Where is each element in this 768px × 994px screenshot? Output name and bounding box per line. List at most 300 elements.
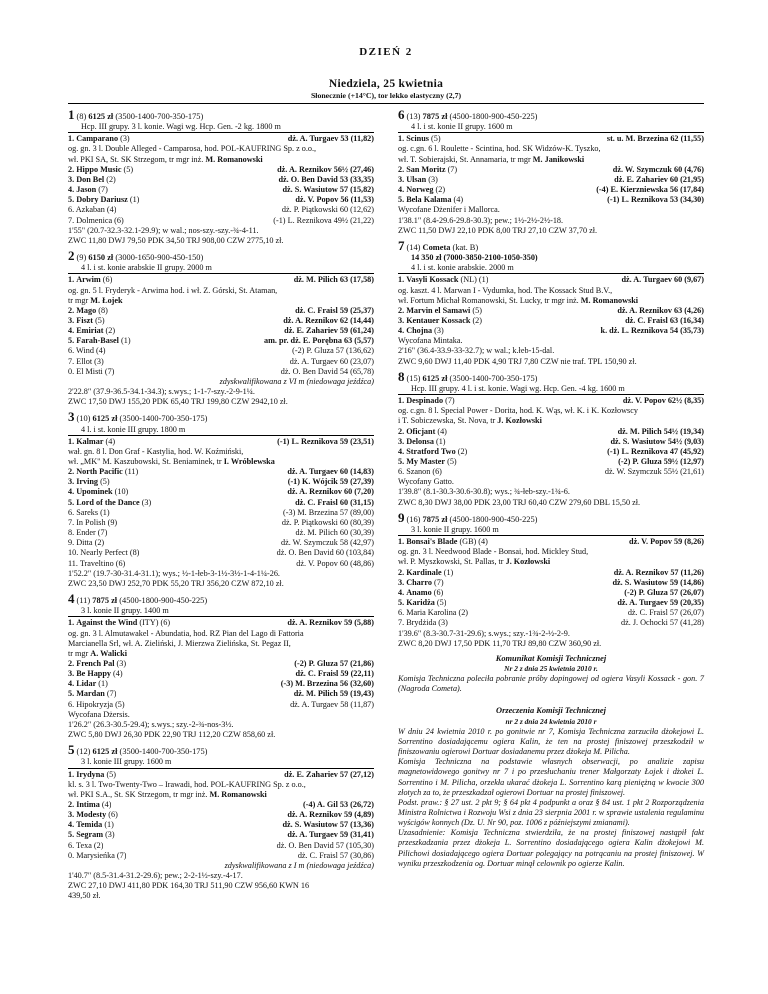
detail-text: ZWC 17,50 DWJ 155,20 PDK 65,40 TRJ 199,80 CZW 2942,10 zł.	[68, 397, 288, 407]
horse-name: Hipokryzja	[76, 699, 114, 709]
post-position: (7)	[104, 366, 115, 376]
placing-row	[398, 568, 704, 578]
race-detail	[68, 871, 374, 881]
post-position: (3)	[141, 497, 152, 507]
horse-info	[68, 134, 130, 144]
race-detail	[68, 457, 374, 467]
post-position: (NL) (1)	[460, 275, 489, 285]
detail-text: wł. T. Sobierajski, St. Annamaria, tr mgr	[398, 154, 533, 164]
jockey-info: dż. C. Fraisl 57 (26,07)	[627, 608, 704, 618]
placing-row	[398, 608, 704, 618]
jockey-info: (-1) L. Reznikova 59 (23,51)	[277, 436, 374, 446]
rulings-body	[398, 727, 704, 869]
race-prize-split: (kat. B)	[452, 242, 479, 252]
placing-row	[68, 216, 374, 226]
placing-row	[68, 195, 374, 205]
header-divider	[68, 103, 704, 104]
race-block	[398, 509, 704, 649]
placing-position: 6.	[68, 507, 75, 517]
placing-row	[68, 346, 374, 356]
race-detail	[68, 226, 374, 236]
horse-name: My Master	[406, 457, 446, 466]
jockey-info: am. pr. dż. E. Porębna 63 (5,57)	[264, 336, 374, 346]
race-detail	[68, 881, 374, 891]
race-header	[68, 742, 374, 758]
placing-row	[68, 548, 374, 558]
placing-position: 5.	[68, 336, 75, 346]
detail-text: og. kaszt. 4 l. Marwan I - Vydumka, hod. The Kossack Stud B.V.,	[398, 285, 613, 295]
race-detail	[68, 629, 374, 639]
jockey-info: dż. W. Szymczuk 58 (42,97)	[280, 538, 374, 548]
horse-info	[398, 608, 468, 618]
horse-info	[398, 467, 442, 477]
horse-name: Despinado	[406, 396, 444, 406]
race-number: 9	[398, 509, 405, 525]
placing-row	[68, 700, 374, 710]
horse-info	[398, 437, 446, 447]
jockey-info: (-1) L. Reznikova 47 (45,92)	[607, 446, 704, 456]
trainer-name: M. Romanowski	[580, 295, 639, 305]
race-block	[68, 107, 374, 246]
post-position: (3)	[438, 618, 448, 628]
race-number: 7	[398, 237, 405, 253]
technical-commission-rulings	[398, 706, 704, 869]
race-order: (11)	[76, 596, 91, 606]
horse-info	[68, 700, 125, 710]
notice-subtitle: Nr 2 z dnia 25 kwietnia 2010 r.	[504, 663, 598, 673]
placing-row	[68, 669, 374, 679]
race-header	[398, 107, 704, 122]
race-order: (8)	[76, 112, 87, 121]
race-prize: 6125 zł	[92, 414, 118, 424]
jockey-info: dż. A. Reznikov 63 (4,26)	[617, 305, 704, 315]
post-position: (5)	[106, 769, 116, 779]
jockey-info: dż. W. Szymczuk 55½ (21,61)	[604, 467, 704, 477]
post-position: (5)	[115, 699, 125, 709]
post-position: (3)	[116, 658, 127, 668]
placing-row	[68, 851, 374, 861]
race-conditions: 3 l. konie II grupy. 1400 m	[68, 606, 374, 617]
rulings-paragraph: Komisja Techniczna na podstawie własnych obserwacji, po analizie zapisu magnetowidowego gonitwy nr 7 i po przesłuchaniu trener Małgorzaty Łojek i dżokei L. Sorrentino i M. Pilicha, orzekła ukarać dżokeja L. Sorrentino karą pieniężną w kwocie 300 złotych za to, że przeszkadzał ogierowi Dortuar na prostej finiszowej.	[398, 757, 704, 797]
post-position: (6)	[108, 810, 118, 820]
post-position: (7)	[98, 185, 108, 195]
horse-info	[68, 306, 108, 316]
race-detail	[68, 790, 374, 800]
placing-position: 6.	[68, 346, 75, 356]
post-position: (1)	[98, 679, 108, 689]
rulings-title: Orzeczenia Komisji Technicznej	[496, 706, 606, 716]
jockey-info: dż. V. Popov 56 (11,53)	[295, 195, 374, 205]
placing-row	[398, 326, 704, 336]
horse-name: Temida	[76, 820, 103, 830]
post-position: (10)	[114, 487, 129, 497]
horse-name: Lord of the Dance	[76, 497, 140, 507]
race-detail	[68, 649, 374, 659]
horse-info	[398, 588, 443, 598]
race-header	[68, 409, 374, 425]
technical-commission-notice	[398, 654, 704, 695]
jockey-info: (-1) L. Reznikova 49½ (21,22)	[273, 215, 374, 225]
jockey-info: dż. A. Turgaev 60 (14,83)	[287, 467, 374, 477]
post-position: (6)	[432, 467, 442, 477]
post-position: (4)	[95, 346, 106, 356]
jockey-info: dż. P. Piątkowski 60 (80,39)	[281, 517, 374, 527]
race-block	[68, 248, 374, 407]
race-prize: 7875 zł	[92, 596, 118, 606]
placing-row	[68, 185, 374, 195]
jockey-info: dż. A. Turgaev 60 (9,67)	[621, 275, 704, 285]
post-position: (6)	[115, 558, 126, 568]
race-prize: 7875 zł	[422, 112, 448, 121]
placing-row	[398, 578, 704, 588]
race-block	[68, 742, 374, 901]
horse-name: North Pacific	[76, 467, 123, 477]
placing-row	[398, 134, 704, 144]
post-position: (1)	[121, 336, 131, 346]
placing-row	[398, 195, 704, 205]
jockey-info: st. u. M. Brzezina 62 (11,55)	[606, 134, 704, 144]
placing-position: 3.	[68, 477, 75, 487]
post-position: (7)	[116, 850, 127, 860]
rulings-paragraph: W dniu 24 kwietnia 2010 r. po gonitwie nr 7, Komisja Techniczna zarzuciła dżokejowi L. Sorrentino dosiadającemu ogiera Kalin, że ten na prostej finiszowej przeszkodził w finiszowaniu ogierowi Dortuar dosiadanemu przez dżokeja M. Pilicha.	[398, 726, 704, 757]
horse-info	[68, 800, 111, 810]
placing-row	[68, 800, 374, 810]
horse-name: In Polish	[76, 517, 106, 527]
placing-position: 2.	[68, 658, 75, 668]
jockey-info: dż. W. Szymczuk 60 (4,76)	[612, 164, 704, 174]
placing-position: 3.	[68, 669, 75, 679]
placing-position: 1.	[68, 134, 75, 144]
jockey-info: dż. M. Pilich 63 (17,58)	[293, 275, 374, 285]
race-detail	[398, 336, 704, 346]
jockey-info: k. dż. L. Reznikova 54 (35,73)	[600, 326, 704, 336]
horse-name: Jason	[76, 185, 97, 195]
placing-row	[68, 689, 374, 699]
placing-row	[398, 437, 704, 447]
horse-info	[68, 820, 114, 830]
horse-info	[68, 185, 108, 195]
placing-position: 1.	[68, 769, 75, 779]
horse-name: Kalmar	[76, 436, 104, 446]
placing-position: 7.	[68, 356, 75, 366]
horse-name: Charro	[406, 577, 432, 587]
placing-row	[68, 205, 374, 215]
placing-row	[68, 618, 374, 628]
horse-info	[398, 306, 482, 316]
horse-info	[398, 568, 453, 578]
detail-text: 1'39.6" (8.3-30.7-31-29.6); s.wys.; szy.-1¾-2-½-2-9.	[398, 628, 570, 638]
horse-info	[68, 679, 108, 689]
placing-row	[68, 357, 374, 367]
race-detail	[68, 397, 374, 407]
detail-text: wał. gn. 8 l. Don Graf - Kastylia, hod. W. Koźmiński,	[68, 446, 244, 456]
horse-name: Chojna	[406, 326, 433, 336]
placing-row	[398, 537, 704, 547]
horse-name: Delonsa	[406, 436, 434, 446]
jockey-info: dż. O. Ben David 54 (65,78)	[280, 366, 374, 376]
horse-name: Dolmenica	[76, 215, 113, 225]
horse-info	[68, 357, 104, 367]
race-order: (14)	[406, 242, 421, 252]
placing-position: 4.	[68, 326, 75, 336]
horse-name: Azkaban	[75, 205, 105, 215]
race-header	[68, 248, 374, 264]
horse-info	[68, 498, 151, 508]
trainer-name: I. Wróblewska	[223, 457, 275, 466]
horse-info	[398, 457, 457, 467]
horse-name: Segram	[76, 830, 104, 840]
race-detail	[398, 547, 704, 557]
race-order: (10)	[76, 414, 91, 424]
horse-name: Maria Karolina	[406, 608, 457, 618]
race-detail	[68, 286, 374, 296]
race-detail	[68, 296, 374, 306]
placing-position: 5.	[68, 689, 75, 699]
race-block	[398, 368, 704, 508]
horse-info	[68, 548, 139, 558]
placing-row	[398, 467, 704, 477]
placing-position: 6.	[398, 467, 405, 477]
horse-info	[68, 518, 117, 528]
placing-position: 1.	[398, 134, 405, 144]
horse-name: Vasyli Kossack	[406, 275, 459, 285]
horse-name: Kardinale	[406, 567, 442, 577]
race-detail	[398, 629, 704, 639]
horse-info	[68, 216, 124, 226]
disqualification-note: zdyskwalifikowana z I m (niedowaga jeźdźca)	[224, 860, 374, 870]
race-prize-split: (4500-1800-900-450-225)	[449, 514, 538, 524]
horse-name: San Moritz	[406, 164, 446, 174]
notice-body	[398, 674, 704, 694]
post-position: (2)	[457, 446, 468, 456]
placing-position: 2.	[68, 164, 75, 174]
placing-row	[398, 457, 704, 467]
placing-row	[68, 165, 374, 175]
race-detail	[68, 569, 374, 579]
horse-name: Marysieńka	[76, 850, 115, 860]
detail-text: 1'52.2" (19.7-30-31.4-31.1); wys.; ½-1-łeb-3-1½-3½-1-4-1¼-26.	[68, 568, 280, 578]
jockey-info: (-1) K. Wójcik 59 (27,39)	[287, 477, 374, 487]
detail-text: ZWC 5,80 DWJ 26,30 PDK 22,90 TRJ 112,20 CZW 858,60 zł.	[68, 730, 276, 740]
placing-position: 0.	[68, 850, 75, 860]
horse-name: Ellot	[76, 356, 93, 366]
jockey-info: dż. V. Popov 62½ (8,35)	[622, 396, 704, 406]
post-position: (2)	[94, 538, 105, 548]
horse-info	[68, 487, 128, 497]
placing-position: 4.	[398, 326, 405, 336]
race-prize: 6125 zł	[422, 373, 448, 383]
horse-info	[68, 830, 115, 840]
race-conditions: 3 l. konie II grupy. 1600 m	[398, 525, 704, 536]
race-detail	[398, 205, 704, 215]
placing-row	[68, 820, 374, 830]
race-detail	[398, 357, 704, 367]
horse-info	[68, 326, 115, 336]
jockey-info: dż. C. Fraisl 60 (31,15)	[295, 497, 374, 507]
horse-info	[398, 427, 447, 437]
post-position: (5)	[100, 477, 110, 487]
jockey-info: dż. M. Pilich 59 (19,43)	[293, 689, 374, 699]
placing-position: 2.	[398, 305, 405, 315]
jockey-info: dż. A. Turgaev 59 (31,41)	[287, 830, 374, 840]
jockey-info: (-3) M. Brzezina 57 (89,00)	[283, 507, 374, 517]
placing-row	[398, 165, 704, 175]
race-prize-line: 14 350 zł (7000-3850-2100-1050-350)	[411, 253, 538, 263]
placing-row	[398, 316, 704, 326]
placing-row	[68, 498, 374, 508]
race-prize-split: (3500-1400-700-350-175)	[119, 747, 208, 757]
post-position: (5)	[95, 315, 105, 325]
post-position: (2)	[435, 185, 446, 195]
horse-info	[68, 770, 116, 780]
race-number: 8	[398, 368, 405, 384]
detail-text: 1'40.7" (8.5-31.4-31.2-29.6); pew.; 2-2-1½-szy.-4-17.	[68, 871, 243, 881]
detail-text: og. gn. 3 l. Needwood Blade - Bonsai, hod. Mickley Stud,	[398, 547, 589, 557]
placing-row	[398, 588, 704, 598]
horse-name: Lidar	[76, 679, 97, 689]
race-prize-split: (3500-1400-700-350-175)	[449, 373, 538, 383]
horse-info	[398, 598, 446, 608]
horse-name: Ulsan	[406, 174, 427, 184]
race-conditions: 3 l. konie III grupy. 1600 m	[68, 757, 374, 768]
placing-row	[68, 559, 374, 569]
detail-text: 2'16" (36.4-33.9-33-32.7); w wal.; k.łeb-15-dal.	[398, 346, 555, 356]
horse-name: Scinus	[406, 134, 429, 144]
placing-position: 2.	[398, 426, 405, 436]
horse-name: French Pal	[76, 658, 115, 668]
detail-text: og. gn. 5 l. Fryderyk - Arwima hod. i wł. Z. Górski, St. Ataman,	[68, 285, 278, 295]
post-position: (3)	[105, 830, 115, 840]
placing-row	[68, 437, 374, 447]
placing-position: 2.	[398, 567, 405, 577]
placing-position: 7.	[68, 517, 75, 527]
jockey-info: dż. V. Popov 60 (48,86)	[296, 558, 374, 568]
detail-text: og. gn. 3 l. Almutawakel - Abundatia, hod. RZ Pian del Lago di Fattoria	[68, 628, 304, 638]
placing-position: 10.	[68, 548, 79, 558]
right-column	[398, 107, 704, 907]
placing-position: 6.	[68, 699, 75, 709]
post-position: (6)	[433, 587, 444, 597]
detail-text: og. c.gn. 8 l. Special Power - Dorita, hod. K. Wąs, wł. K. i K. Kozłowscy	[398, 406, 638, 416]
detail-text: 1'55" (20.7-32.3-32.1-29.9); w wal.; nos-szy.-szy.-¾-4-11.	[68, 225, 259, 235]
placing-position: 3.	[68, 315, 75, 325]
placing-row	[68, 679, 374, 689]
race-header	[68, 591, 374, 607]
placing-row	[68, 326, 374, 336]
jockey-info: dż. O. Ben David 57 (105,30)	[276, 840, 374, 850]
race-number: 3	[68, 409, 75, 425]
jockey-info: dż. S. Wasiutow 57 (15,82)	[282, 185, 374, 195]
horse-name: El Misti	[76, 366, 103, 376]
detail-text: ZWC 11,80 DWJ 79,50 PDK 34,50 TRJ 908,00 CZW 2775,10 zł.	[68, 235, 284, 245]
placing-row	[68, 477, 374, 487]
jockey-info: (-2) P. Gluza 57 (21,86)	[294, 658, 374, 668]
horse-name: Emiriat	[76, 326, 104, 336]
detail-text: Wycofana Mintaka.	[398, 336, 463, 346]
placing-row	[398, 306, 704, 316]
race-detail	[398, 216, 704, 226]
race-detail	[68, 891, 374, 901]
placing-position: 2.	[68, 305, 75, 315]
jockey-info: dż. E. Zahariev 57 (27,12)	[284, 769, 374, 779]
trainer-name: J. Kozłowski	[505, 557, 551, 567]
placing-position: 2.	[398, 164, 405, 174]
jockey-info: dż. A. Turgaev 58 (11,87)	[290, 699, 374, 709]
placing-row	[68, 367, 374, 377]
detail-text: ZWC 8,20 DWJ 17,50 PDK 11,70 TRJ 89,80 CZW 360,90 zł.	[398, 638, 602, 648]
post-position: (1)	[129, 195, 140, 205]
horse-info	[68, 618, 170, 628]
race-block	[398, 237, 704, 367]
horse-name: Anamo	[406, 587, 432, 597]
trainer-name: A. Walicki	[90, 648, 127, 658]
placing-position: 5.	[68, 195, 75, 205]
placing-position: 4.	[68, 185, 75, 195]
jockey-info: dż. A. Reznikov 62 (14,44)	[283, 315, 374, 325]
race-detail	[398, 286, 704, 296]
horse-info	[68, 346, 106, 356]
placing-position: 1.	[68, 275, 75, 285]
post-position: (5)	[472, 305, 482, 315]
placing-row	[68, 175, 374, 185]
jockey-info: dż. C. Fraisl 59 (22,11)	[295, 669, 374, 679]
horse-info	[398, 326, 444, 336]
placing-row	[68, 487, 374, 497]
day-title: DZIEŃ 2	[359, 46, 413, 58]
results-columns	[68, 107, 704, 907]
jockey-info: dż. A. Reznikov 60 (7,20)	[287, 487, 374, 497]
left-column	[68, 107, 374, 907]
detail-text: 1'39.8" (8.1-30.3-30.6-30.8); wys.; ¾-łeb-szy.-1¾-6.	[398, 487, 570, 497]
race-prize-split: (4500-1800-900-450-225)	[449, 112, 538, 121]
jockey-info: (-3) M. Brzezina 56 (32,60)	[280, 679, 374, 689]
jockey-info: dż. A. Turgaev 53 (11,82)	[287, 134, 374, 144]
placing-position: 0.	[68, 366, 75, 376]
placing-row	[398, 396, 704, 406]
placing-position: 4.	[68, 679, 75, 689]
placing-row	[68, 659, 374, 669]
detail-text: 2'22.8" (37.9-36.5-34.1-34.3); s.wys.; 1-1-7-szy.-2-9-1¼.	[68, 387, 255, 397]
race-detail	[68, 155, 374, 165]
race-detail	[398, 155, 704, 165]
race-prize: 6150 zł	[88, 253, 114, 263]
weather-info: Słonecznie (+14°C), tor lekko elastyczny (2,7)	[310, 91, 462, 100]
post-position: (8)	[129, 548, 140, 558]
horse-name: Sareks	[76, 507, 99, 517]
placing-row	[398, 275, 704, 285]
rulings-paragraph: Podst. praw.: § 27 ust. 2 pkt 9; § 64 pkt 4 podpunkt a oraz § 84 ust. 1 pkt 2 Rozporządzenia Ministra Rolnictwa i Rozwoju Wsi z dnia 23 sierpnia 2001 r. w sprawie ustalenia regulaminu wyścigów konnych (Dz. U. Nr 90, poz. 1006 z późniejszymi zmianami).	[398, 797, 704, 828]
race-number: 4	[68, 591, 75, 607]
jockey-info: (-4) A. Gil 53 (26,72)	[303, 800, 374, 809]
horse-name: Traveltino	[79, 558, 114, 568]
right-races	[398, 107, 704, 649]
placing-position: 6.	[68, 205, 75, 215]
race-detail	[68, 144, 374, 154]
horse-name: Bela Kalama	[406, 195, 452, 205]
detail-text: tr mgr	[68, 648, 91, 658]
race-detail	[68, 447, 374, 457]
placing-position: 3.	[68, 174, 75, 184]
post-position: (4)	[113, 669, 123, 679]
horse-info	[68, 659, 126, 669]
placing-row	[68, 306, 374, 316]
results-page	[68, 46, 704, 907]
post-position: (6)	[114, 215, 124, 225]
jockey-info: dż. A. Reznikov 59 (5,88)	[287, 618, 374, 628]
horse-info	[68, 851, 126, 861]
placing-row	[398, 618, 704, 628]
horse-info	[68, 467, 138, 477]
